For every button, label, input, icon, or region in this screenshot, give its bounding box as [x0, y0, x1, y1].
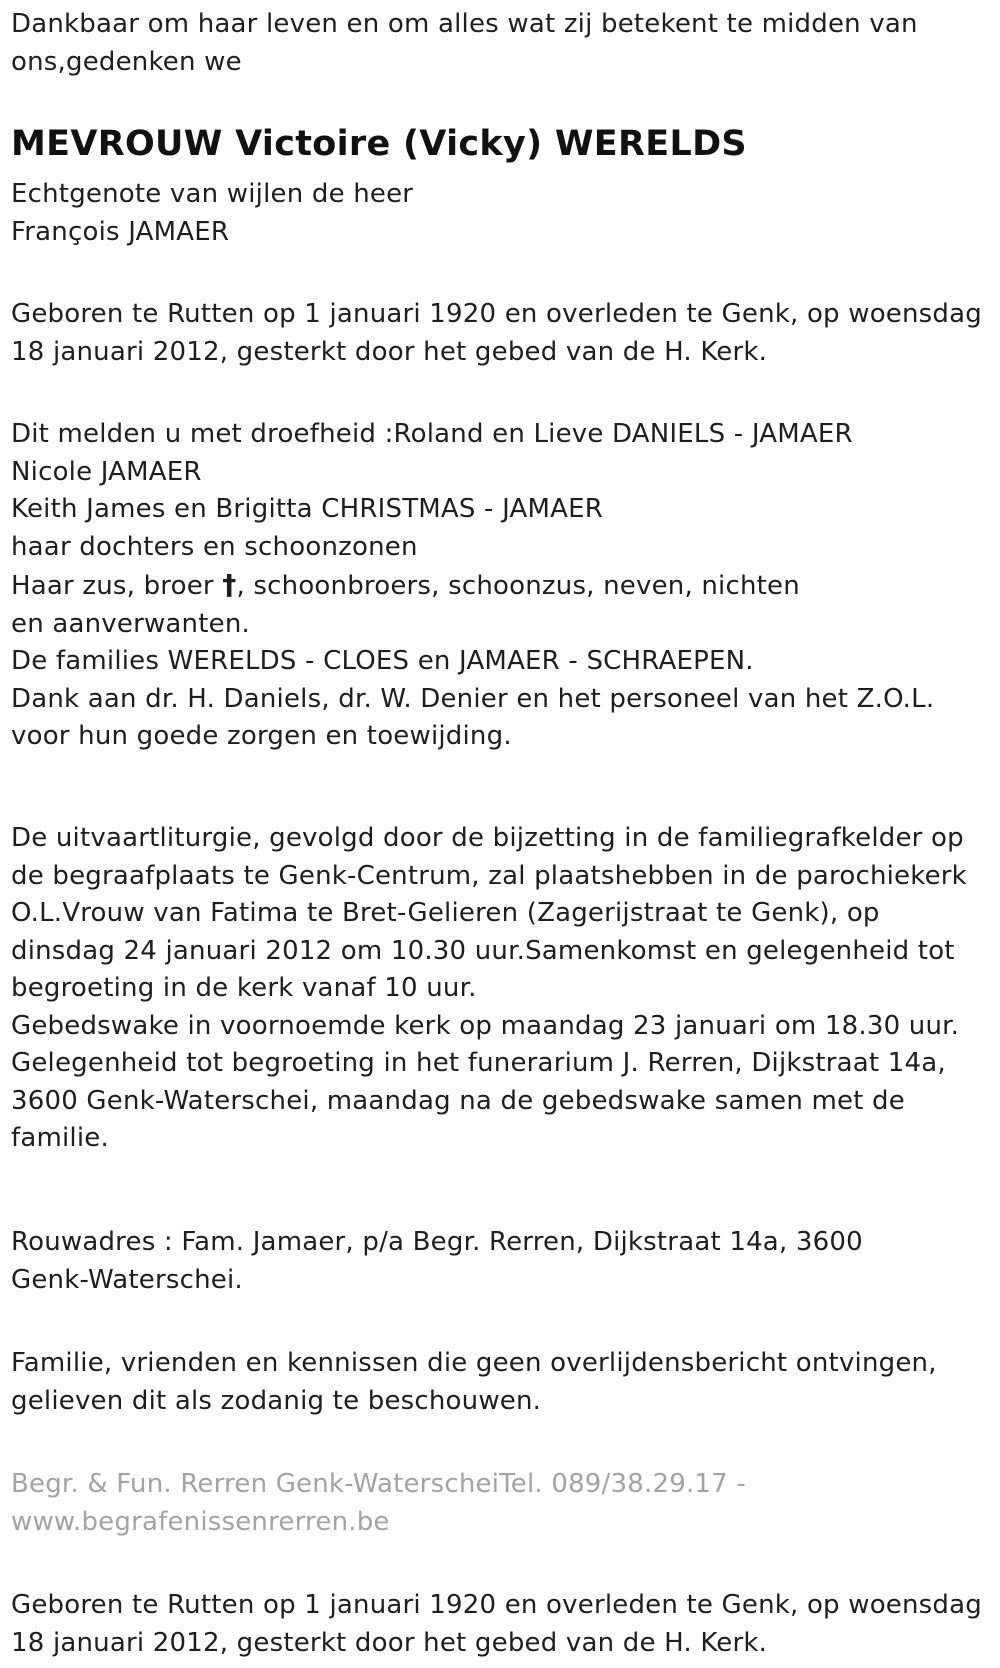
funeral-home-contact	[11, 1466, 746, 1541]
family-line: Nicole JAMAER	[11, 456, 202, 487]
family-line: De families WERELDS - CLOES en JAMAER - SCHRAEPEN.	[11, 646, 754, 676]
family-line-part: , schoonbroers, schoonzus, neven, nichten	[236, 571, 800, 601]
family-line: voor hun goede zorgen en toewijding.	[11, 721, 512, 751]
family-line: Dit melden u met droefheid :Roland en Lieve DANIELS - JAMAER	[11, 419, 853, 449]
funeral-home-line: Begr. & Fun. Rerren Genk-WaterscheiTel. 089/38.29.17 -	[11, 1469, 746, 1499]
ceremony-line: 3600 Genk-Waterschei, maandag na de gebedswake samen met de	[11, 1085, 905, 1116]
ceremony-line: dinsdag 24 januari 2012 om 10.30 uur.Samenkomst en gelegenheid tot	[11, 935, 955, 966]
ceremony-line: O.L.Vrouw van Fatima te Bret-Gelieren (Zagerijstraat te Genk), op	[11, 898, 880, 928]
ceremony-line: Gebedswake in voornoemde kerk op maandag 23 januari om 18.30 uur.	[11, 1010, 960, 1041]
family-line: Dank aan dr. H. Daniels, dr. W. Denier en het personeel van het Z.O.L.	[11, 683, 935, 714]
birth-death-text-repeat	[11, 1587, 982, 1662]
family-line: haar dochters en schoonzonen	[11, 531, 418, 562]
deceased-name: MEVROUW Victoire (Vicky) WERELDS	[11, 124, 747, 164]
birth-line: Geboren te Rutten op 1 januari 1920 en overleden te Genk, op woensdag	[11, 299, 982, 329]
spouse-text	[11, 176, 413, 251]
notice-line: gelieven dit als zodanig te beschouwen.	[11, 1385, 542, 1416]
ceremony-line: Gelegenheid tot begroeting in het funerarium J. Rerren, Dijkstraat 14a,	[11, 1048, 946, 1078]
birth-death-text	[11, 296, 982, 371]
intro-line: Dankbaar om haar leven en om alles wat zij betekent te midden van	[11, 9, 918, 39]
birth-line: Geboren te Rutten op 1 januari 1920 en overleden te Genk, op woensdag	[11, 1590, 982, 1620]
family-line-part: Haar zus, broer	[11, 571, 223, 601]
cross-icon: †	[222, 568, 237, 601]
ceremony-line: begroeting in de kerk vanaf 10 uur.	[11, 973, 477, 1003]
ceremony-line: familie.	[11, 1123, 109, 1153]
birth-line: 18 januari 2012, gesterkt door het gebed van de H. Kerk.	[11, 336, 768, 367]
address-line: Genk-Waterschei.	[11, 1264, 243, 1295]
intro-text	[11, 6, 918, 81]
family-line-with-cross	[11, 566, 934, 606]
birth-line: 18 januari 2012, gesterkt door het gebed van de H. Kerk.	[11, 1627, 768, 1658]
notice-text	[11, 1345, 937, 1420]
family-line: en aanverwanten.	[11, 608, 250, 639]
ceremony-line: de begraafplaats te Genk-Centrum, zal plaatshebben in de parochiekerk	[11, 860, 967, 891]
family-announcement	[11, 416, 934, 756]
mourning-address	[11, 1224, 863, 1299]
funeral-home-website: www.begrafenissenrerren.be	[11, 1506, 390, 1537]
family-line: Keith James en Brigitta CHRISTMAS - JAMAER	[11, 494, 604, 524]
ceremony-details	[11, 820, 967, 1158]
ceremony-line: De uitvaartliturgie, gevolgd door de bijzetting in de familiegrafkelder op	[11, 823, 964, 853]
spouse-line: François JAMAER	[11, 216, 230, 247]
intro-line: ons,gedenken we	[11, 46, 242, 77]
notice-line: Familie, vrienden en kennissen die geen overlijdensbericht ontvingen,	[11, 1348, 937, 1378]
address-line: Rouwadres : Fam. Jamaer, p/a Begr. Rerren, Dijkstraat 14a, 3600	[11, 1227, 863, 1257]
spouse-line: Echtgenote van wijlen de heer	[11, 179, 414, 209]
